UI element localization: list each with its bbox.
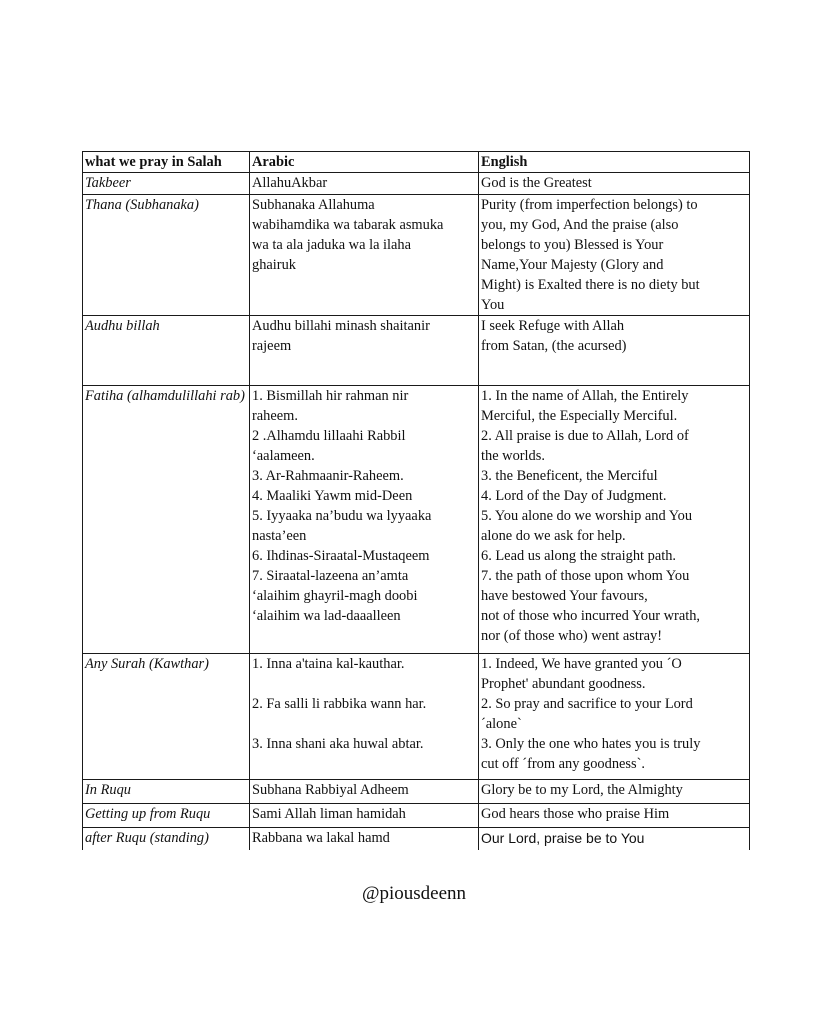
table-row [83, 780, 750, 804]
table-row [83, 195, 750, 316]
salah-table [82, 151, 750, 850]
english-line: 2. All praise is due to Allah, Lord of [481, 428, 689, 444]
prayer-step-label: after Ruqu (standing) [83, 828, 250, 850]
arabic-line: Audhu billahi minash shaitanir [252, 318, 430, 334]
english-line: belongs to you) Blessed is Your [481, 237, 664, 253]
english-line: 5. You alone do we worship and You [481, 508, 693, 524]
table-row [83, 386, 750, 654]
watermark-handle: @piousdeenn [361, 883, 467, 904]
prayer-step-label: Fatiha (alhamdulillahi rab) [83, 386, 250, 654]
arabic-line: raheem. [252, 408, 298, 424]
english-line: Glory be to my Lord, the Almighty [481, 782, 683, 798]
arabic-line: rajeem [252, 338, 292, 354]
english-line: Prophet' abundant goodness. [481, 676, 646, 692]
arabic-line: Subhana Rabbiyal Adheem [252, 782, 409, 798]
english-line: have bestowed Your favours, [481, 588, 648, 604]
table-row [83, 316, 750, 386]
arabic-cell [250, 828, 479, 850]
arabic-cell [250, 316, 479, 386]
english-cell [479, 173, 750, 195]
table-row [83, 828, 750, 850]
english-line: Our Lord, praise be to You [481, 830, 645, 846]
english-line: nor (of those who) went astray! [481, 628, 663, 644]
english-line: I seek Refuge with Allah [481, 318, 625, 334]
arabic-line: 1. Bismillah hir rahman nir [252, 388, 409, 404]
english-cell [479, 316, 750, 386]
english-line: Name,Your Majesty (Glory and [481, 257, 664, 273]
prayer-step-label: Getting up from Ruqu [83, 804, 250, 828]
arabic-line: 4. Maaliki Yawm mid-Deen [252, 488, 413, 504]
arabic-line [252, 714, 476, 734]
prayer-step-label: In Ruqu [83, 780, 250, 804]
arabic-cell [250, 654, 479, 780]
arabic-line: nasta’een [252, 528, 307, 544]
arabic-line: 1. Inna a'taina kal-kauthar. [252, 656, 405, 672]
arabic-cell [250, 804, 479, 828]
header-row [83, 152, 750, 173]
arabic-line [252, 674, 476, 694]
arabic-cell [250, 386, 479, 654]
english-line: 1. Indeed, We have granted you ´O [481, 656, 682, 672]
prayer-step-label: Thana (Subhanaka) [83, 195, 250, 316]
english-line: from Satan, (the acursed) [481, 338, 627, 354]
arabic-line: 3. Inna shani aka huwal abtar. [252, 736, 424, 752]
prayer-step-label: Audhu billah [83, 316, 250, 386]
english-line: not of those who incurred Your wrath, [481, 608, 701, 624]
english-line: God hears those who praise Him [481, 806, 670, 822]
english-line: Might) is Exalted there is no diety but [481, 277, 700, 293]
prayer-step-label: Any Surah (Kawthar) [83, 654, 250, 780]
english-cell [479, 654, 750, 780]
arabic-line: ‘alaihim wa lad-daaalleen [252, 608, 401, 624]
english-line: You [481, 297, 505, 313]
header-arabic: Arabic [250, 152, 479, 173]
arabic-cell [250, 173, 479, 195]
english-line: 4. Lord of the Day of Judgment. [481, 488, 667, 504]
table-row [83, 804, 750, 828]
header-english: English [479, 152, 750, 173]
english-line: 7. the path of those upon whom You [481, 568, 690, 584]
arabic-line: 2 .Alhamdu lillaahi Rabbil [252, 428, 406, 444]
arabic-line: 5. Iyyaaka na’budu wa lyyaaka [252, 508, 432, 524]
english-line: 3. the Beneficent, the Merciful [481, 468, 658, 484]
english-line: 1. In the name of Allah, the Entirely [481, 388, 689, 404]
arabic-line: Rabbana wa lakal hamd [252, 830, 390, 846]
english-line: the worlds. [481, 448, 545, 464]
arabic-line: ghairuk [252, 257, 296, 273]
arabic-line: Subhanaka Allahuma [252, 197, 375, 213]
english-line: ´alone` [481, 716, 522, 732]
arabic-line: 2. Fa salli li rabbika wann har. [252, 696, 427, 712]
english-line: Purity (from imperfection belongs) to [481, 197, 698, 213]
header-salah: what we pray in Salah [83, 152, 250, 173]
arabic-line: 6. Ihdinas-Siraatal-Mustaqeem [252, 548, 430, 564]
arabic-cell [250, 780, 479, 804]
english-line: Merciful, the Especially Merciful. [481, 408, 678, 424]
english-line: cut off ´from any goodness`. [481, 756, 645, 772]
arabic-line: ‘aalameen. [252, 448, 315, 464]
english-line: God is the Greatest [481, 175, 592, 191]
english-cell [479, 780, 750, 804]
arabic-line: AllahuAkbar [252, 175, 328, 191]
english-cell [479, 195, 750, 316]
prayer-step-label: Takbeer [83, 173, 250, 195]
arabic-line: 3. Ar-Rahmaanir-Raheem. [252, 468, 404, 484]
english-cell [479, 386, 750, 654]
english-line: alone do we ask for help. [481, 528, 626, 544]
english-line: you, my God, And the praise (also [481, 217, 679, 233]
arabic-cell [250, 195, 479, 316]
arabic-line: wa ta ala jaduka wa la ilaha [252, 237, 412, 253]
english-cell [479, 828, 750, 850]
arabic-line: ‘alaihim ghayril-magh doobi [252, 588, 418, 604]
english-line: 2. So pray and sacrifice to your Lord [481, 696, 693, 712]
english-line: 6. Lead us along the straight path. [481, 548, 677, 564]
arabic-line: 7. Siraatal-lazeena an’amta [252, 568, 409, 584]
arabic-line: wabihamdika wa tabarak asmuka [252, 217, 444, 233]
english-line: 3. Only the one who hates you is truly [481, 736, 701, 752]
english-cell [479, 804, 750, 828]
table-row [83, 173, 750, 195]
table-row [83, 654, 750, 780]
arabic-line: Sami Allah liman hamidah [252, 806, 406, 822]
